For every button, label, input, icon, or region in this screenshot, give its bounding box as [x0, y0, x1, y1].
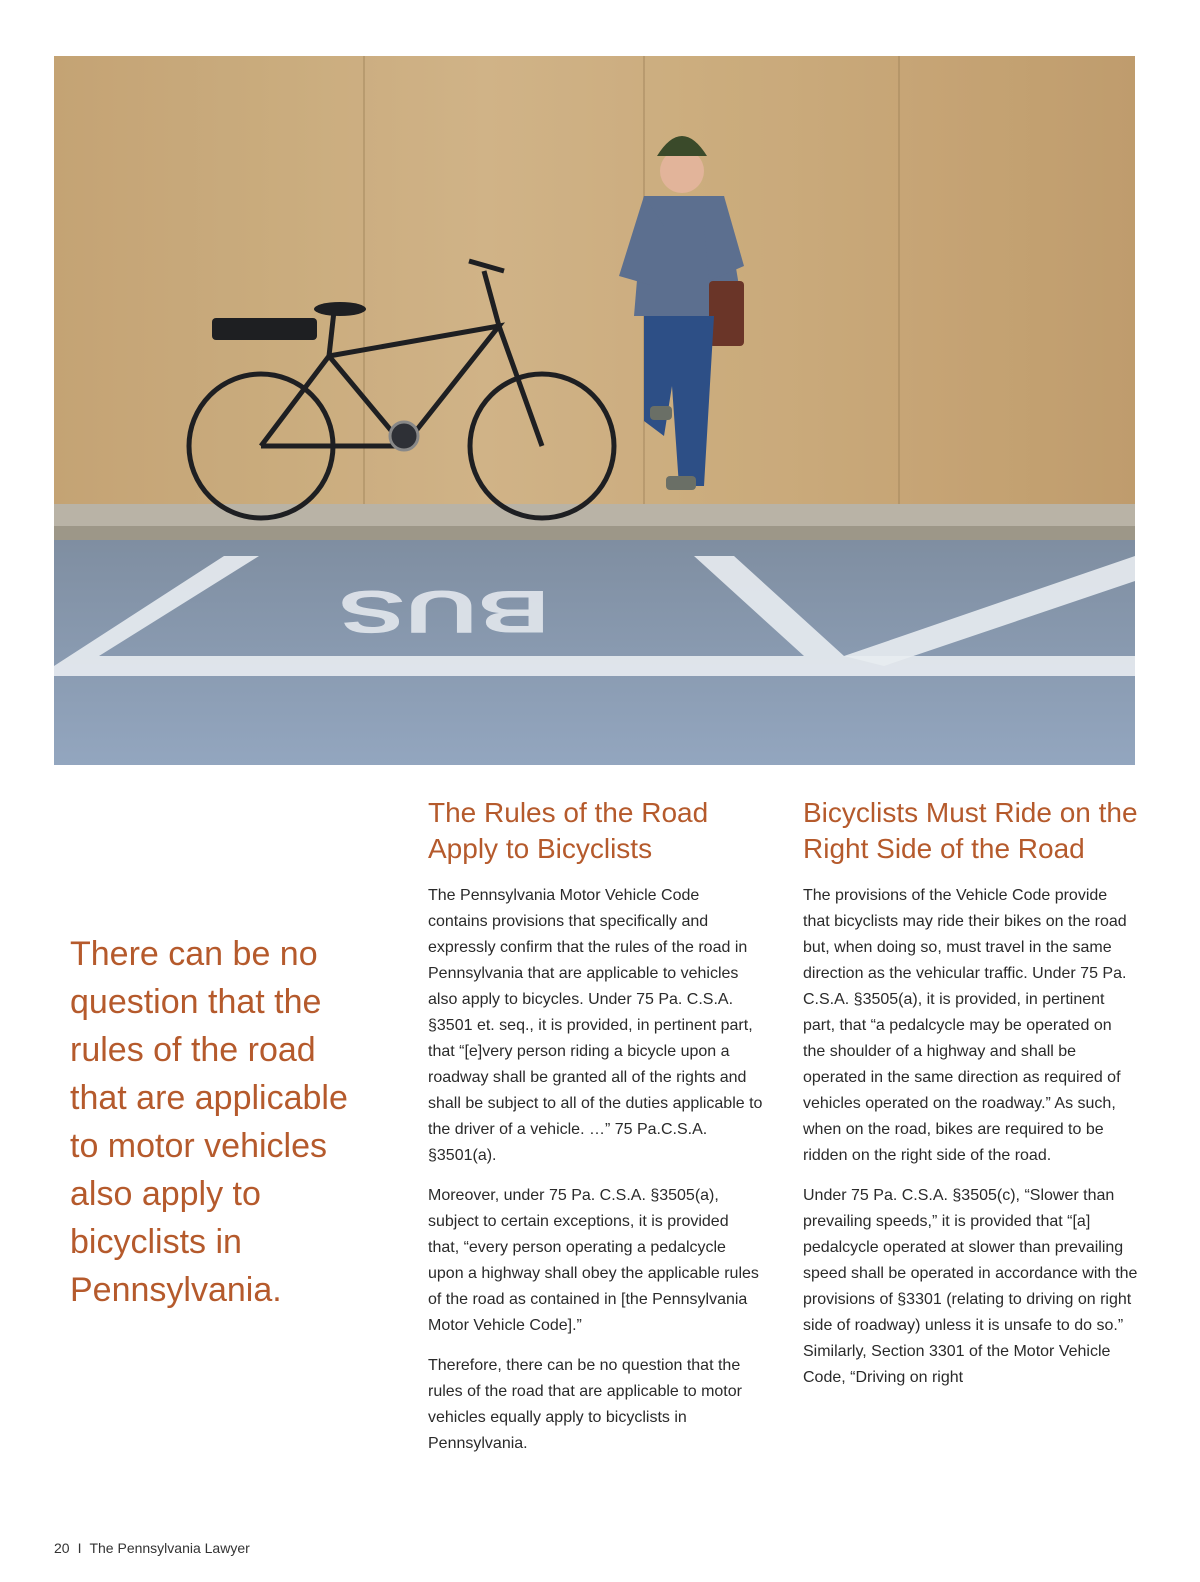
page-number: 20 [54, 1540, 70, 1556]
column-rules-of-road [428, 795, 763, 1471]
footer-separator: I [77, 1540, 82, 1556]
paragraph: The Pennsylvania Motor Vehicle Code contains provisions that specifically and expressly confirm that the rules of the road in Pennsylvania that are applicable to vehicles also apply to bicycles. Under 75 Pa. C.S.A. §3501 et. seq., it is provided, in pertinent part, that “[e]very person riding a bicycle upon a roadway shall be granted all of the rights and shall be subject to all of the duties applicable to the driver of a vehicle. …” 75 Pa.C.S.A. §3501(a). [428, 887, 763, 1164]
paragraph: Therefore, there can be no question that the rules of the road that are applicable to motor vehicles equally apply to bicyclists in Pennsylvania. [428, 1357, 742, 1452]
paragraph: Moreover, under 75 Pa. C.S.A. §3505(a), subject to certain exceptions, it is provided that, “every person operating a pedalcycle upon a highway shall obey the applicable rules of the road as contained in [the Pennsylvania Motor Vehicle Code].” [428, 1187, 759, 1334]
section-heading: Bicyclists Must Ride on the Right Side of the Road [803, 797, 1138, 864]
pull-quote: There can be no question that the rules of the road that are applicable to motor vehicles also apply to bicyclists in Pennsylvania. [70, 935, 348, 1309]
page-footer [54, 1540, 250, 1556]
paragraph: Under 75 Pa. C.S.A. §3505(c), “Slower than prevailing speeds,” it is provided that “[a] pedalcycle operated at slower than prevailing speed shall be operated in accordance with the provisions of §3301 (relating to driving on right side of roadway) unless it is unsafe to do so.” Similarly, Section 3301 of the Motor Vehicle Code, “Driving on right [803, 1187, 1138, 1386]
column-right-side [803, 795, 1138, 1405]
publication-name: The Pennsylvania Lawyer [89, 1540, 250, 1556]
cyclist-photo [54, 56, 1135, 765]
bus-road-marking: BUS [338, 578, 550, 646]
section-heading: The Rules of the Road Apply to Bicyclists [428, 797, 709, 864]
paragraph: The provisions of the Vehicle Code provide that bicyclists may ride their bikes on the road but, when doing so, must travel in the same direction as the vehicular traffic. Under 75 Pa. C.S.A. §3505(a), it is provided, in pertinent part, that “a pedalcycle may be operated on the shoulder of a highway and shall be operated in the same direction as required of vehicles operated on the roadway.” As such, when on the road, bikes are required to be ridden on the right side of the road. [803, 887, 1127, 1164]
